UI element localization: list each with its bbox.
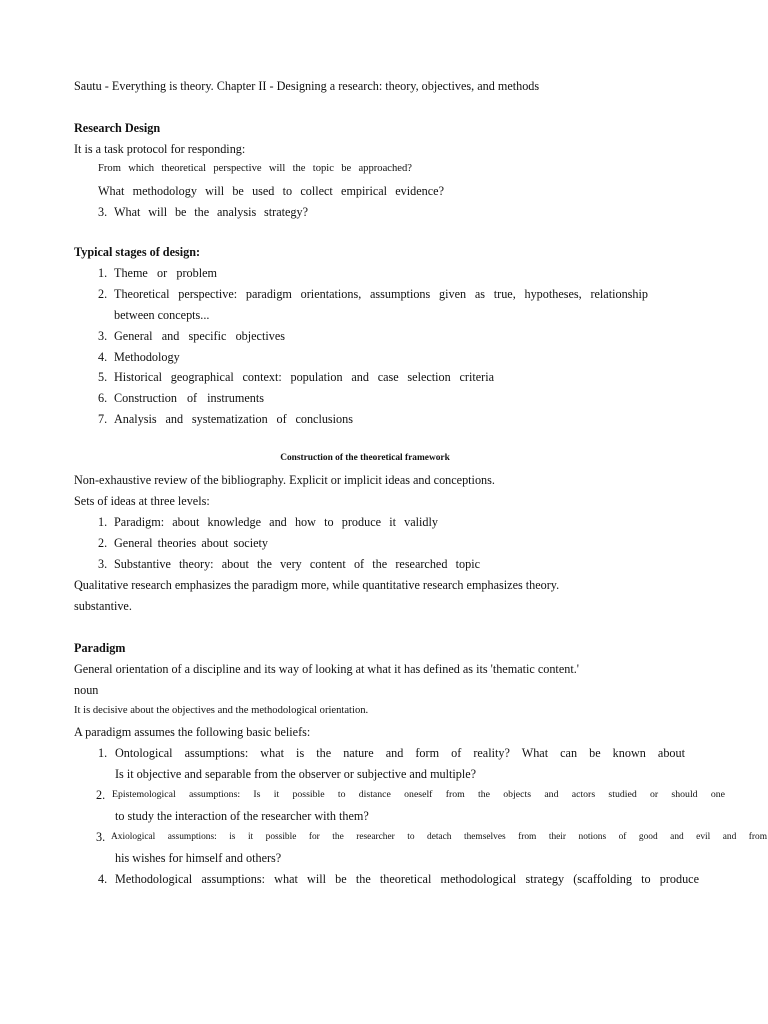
framework-heading: Construction of the theoretical framework <box>280 453 450 463</box>
belief-number: 1. <box>98 746 108 760</box>
question-1: From which theoretical perspective will the topic be approached? <box>98 163 412 174</box>
stage-number: 4. <box>98 350 108 364</box>
belief-item-continuation: his wishes for himself and others? <box>115 851 282 865</box>
belief-item: Epistemological assumptions: Is it possible to distance oneself from the objects and actors studied or should one <box>112 789 725 800</box>
framework-paragraph: Non-exhaustive review of the bibliography. Explicit or implicit ideas and conceptions. <box>74 473 495 487</box>
question-3-number: 3. <box>98 205 108 219</box>
framework-paragraph: Sets of ideas at three levels: <box>74 494 210 508</box>
stages-heading: Typical stages of design: <box>74 245 201 259</box>
belief-item-continuation: to study the interaction of the researcher with them? <box>115 809 369 823</box>
stage-item-continuation: between concepts... <box>114 308 210 322</box>
paradigm-heading: Paradigm <box>74 641 126 655</box>
belief-number: 3. <box>96 830 106 844</box>
belief-item: Axiological assumptions: is it possible for the researcher to detach themselves from their notions of good and evil and from <box>111 832 767 842</box>
framework-paragraph: substantive. <box>74 599 132 613</box>
belief-item: Ontological assumptions: what is the nature and form of reality? What can be known about <box>115 746 685 760</box>
research-design-heading: Research Design <box>74 121 161 135</box>
framework-paragraph: Qualitative research emphasizes the paradigm more, while quantitative research emphasizes theory. <box>74 578 560 592</box>
level-number: 3. <box>98 557 108 571</box>
belief-number: 4. <box>98 872 108 886</box>
level-number: 1. <box>98 515 108 529</box>
question-2: What methodology will be used to collect empirical evidence? <box>98 184 444 198</box>
research-design-intro: It is a task protocol for responding: <box>74 142 246 156</box>
question-3: What will be the analysis strategy? <box>114 205 308 219</box>
stage-number: 5. <box>98 370 108 384</box>
stage-number: 6. <box>98 391 108 405</box>
belief-item-continuation: Is it objective and separable from the observer or subjective and multiple? <box>115 767 477 781</box>
level-number: 2. <box>98 536 108 550</box>
stage-item: Theme or problem <box>114 266 217 280</box>
stage-number: 2. <box>98 287 108 301</box>
level-item: Substantive theory: about the very content of the researched topic <box>114 557 480 571</box>
stage-item: Theoretical perspective: paradigm orientations, assumptions given as true, hypotheses, relationship <box>114 287 648 301</box>
stage-item: Analysis and systematization of conclusions <box>114 412 353 426</box>
paradigm-paragraph: A paradigm assumes the following basic beliefs: <box>74 725 311 739</box>
paradigm-paragraph: General orientation of a discipline and its way of looking at what it has defined as its 'thematic content.' <box>74 662 579 676</box>
belief-item: Methodological assumptions: what will be the theoretical methodological strategy (scaffolding to produce <box>115 872 699 886</box>
stage-number: 1. <box>98 266 108 280</box>
document-header: Sautu - Everything is theory. Chapter II - Designing a research: theory, objectives, and methods <box>74 79 540 93</box>
paradigm-paragraph: noun <box>74 683 99 697</box>
stage-item: Construction of instruments <box>114 391 264 405</box>
stage-item: Methodology <box>114 350 180 364</box>
stage-item: Historical geographical context: population and case selection criteria <box>114 370 494 384</box>
stage-number: 7. <box>98 412 108 426</box>
stage-item: General and specific objectives <box>114 329 285 343</box>
level-item: General theories about society <box>114 536 268 550</box>
belief-number: 2. <box>96 788 106 802</box>
level-item: Paradigm: about knowledge and how to produce it validly <box>114 515 438 529</box>
paradigm-paragraph: It is decisive about the objectives and the methodological orientation. <box>74 705 369 716</box>
stage-number: 3. <box>98 329 108 343</box>
